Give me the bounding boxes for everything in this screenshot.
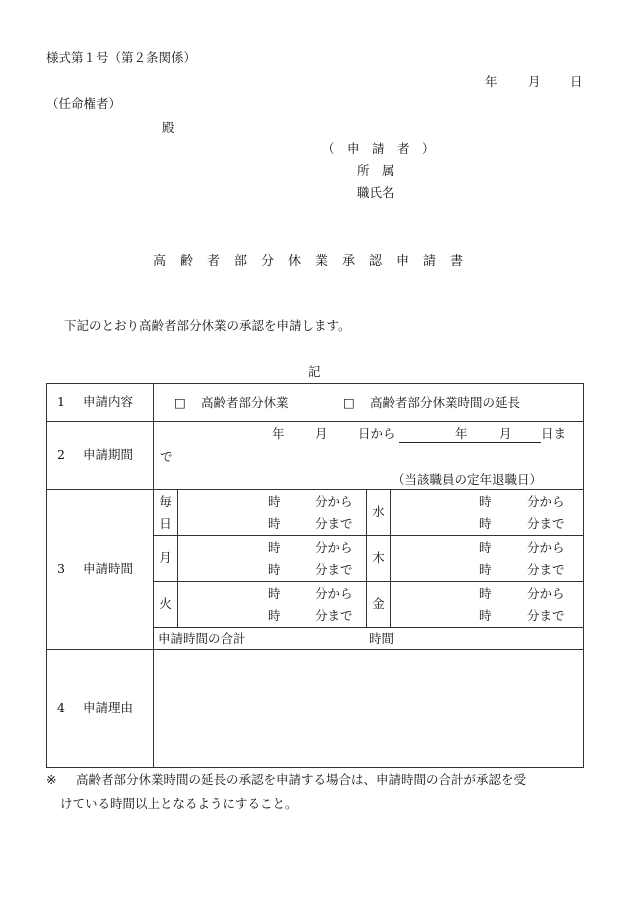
min-from-label: 分から <box>315 540 353 555</box>
date-year-label: 年 <box>485 74 498 89</box>
footnote-line1: 高齢者部分休業時間の延長の承認を申請する場合は、申請時間の合計が承認を受 <box>76 772 527 787</box>
retirement-date-note: （当該職員の定年退職日） <box>392 472 543 487</box>
hour-label: 時 <box>268 516 281 531</box>
form-number: 様式第１号（第２条関係） <box>46 50 197 65</box>
hour-label: 時 <box>268 494 281 509</box>
day-tue: 火 <box>154 582 178 628</box>
min-from-label: 分から <box>527 494 565 509</box>
period-end-date-underline[interactable] <box>399 428 541 443</box>
row1-label-cell <box>47 384 154 422</box>
time-thu[interactable] <box>391 536 584 582</box>
footnote-mark: ※ <box>46 772 57 787</box>
min-until-label: 分まで <box>527 516 565 531</box>
row2-number: 2 <box>57 447 65 463</box>
hour-label: 時 <box>268 540 281 555</box>
hour-label: 時 <box>479 586 492 601</box>
row4-label-cell <box>47 650 154 768</box>
row2-label: 申請期間 <box>83 447 134 463</box>
row4-number: 4 <box>57 700 65 716</box>
affiliation-label: 所 属 <box>357 163 395 178</box>
row-application-period <box>47 422 584 490</box>
hour-label: 時 <box>479 562 492 577</box>
document-title: 高齢者部分休業承認申請書 <box>153 254 478 269</box>
date-day-label: 日 <box>570 74 583 89</box>
honorific: 殿 <box>162 120 175 135</box>
hour-label: 時 <box>479 540 492 555</box>
checkbox-extension[interactable]: □ <box>343 395 355 410</box>
applicant-label: （ 申 請 者 ） <box>322 141 435 156</box>
min-from-label: 分から <box>315 494 353 509</box>
total-time-label: 申請時間の合計 <box>158 631 246 646</box>
total-time-cell[interactable] <box>154 628 584 650</box>
checkbox-partial-leave[interactable]: □ <box>174 395 186 410</box>
row2-label-cell <box>47 422 154 490</box>
min-until-label: 分まで <box>315 562 353 577</box>
intro-text: 下記のとおり高齢者部分休業の承認を申請します。 <box>64 318 351 333</box>
period-month2: 月 <box>499 426 512 441</box>
row-time-every-day <box>47 490 584 536</box>
hour-label: 時 <box>479 494 492 509</box>
row4-label: 申請理由 <box>83 700 134 716</box>
footnote-line2: けている時間以上となるようにすること。 <box>60 796 298 811</box>
row-application-reason <box>47 650 584 768</box>
day-wed: 水 <box>367 490 391 536</box>
reason-input-area[interactable] <box>154 650 584 768</box>
name-title-label: 職氏名 <box>357 185 395 200</box>
option-extension: 高齢者部分休業時間の延長 <box>370 395 521 410</box>
date-month-label: 月 <box>528 74 541 89</box>
min-until-label: 分まで <box>527 562 565 577</box>
row-application-content <box>47 384 584 422</box>
time-wed[interactable] <box>391 490 584 536</box>
day-fri: 金 <box>367 582 391 628</box>
min-from-label: 分から <box>527 540 565 555</box>
hour-label: 時 <box>268 586 281 601</box>
appointing-authority: （任命権者） <box>46 96 122 111</box>
total-time-unit: 時間 <box>369 631 395 646</box>
hour-label: 時 <box>479 516 492 531</box>
row1-options-cell <box>154 384 584 422</box>
every-day-label: 毎日 <box>159 493 172 531</box>
row2-period-cell <box>154 422 584 490</box>
day-every-day <box>154 490 178 536</box>
period-year: 年 <box>272 426 285 441</box>
day-thu: 木 <box>367 536 391 582</box>
row3-number: 3 <box>57 561 65 577</box>
hour-label: 時 <box>268 562 281 577</box>
ki-label: 記 <box>308 364 321 379</box>
time-every-day[interactable] <box>178 490 367 536</box>
time-tue[interactable] <box>178 582 367 628</box>
day-mon: 月 <box>154 536 178 582</box>
time-fri[interactable] <box>391 582 584 628</box>
option-partial-leave: 高齢者部分休業 <box>201 395 289 410</box>
period-day-until: 日ま <box>541 426 567 441</box>
min-until-label: 分まで <box>527 608 565 623</box>
row1-number: 1 <box>57 394 65 410</box>
min-from-label: 分から <box>527 586 565 601</box>
application-table <box>46 383 584 768</box>
row1-label: 申請内容 <box>83 394 134 410</box>
row3-label: 申請時間 <box>83 561 134 577</box>
period-year2: 年 <box>455 426 468 441</box>
period-day-from: 日から <box>358 426 396 441</box>
min-until-label: 分まで <box>315 516 353 531</box>
time-mon[interactable] <box>178 536 367 582</box>
period-de: で <box>160 449 173 464</box>
row3-label-cell <box>47 490 154 650</box>
min-from-label: 分から <box>315 586 353 601</box>
period-month: 月 <box>315 426 328 441</box>
hour-label: 時 <box>268 608 281 623</box>
min-until-label: 分まで <box>315 608 353 623</box>
hour-label: 時 <box>479 608 492 623</box>
